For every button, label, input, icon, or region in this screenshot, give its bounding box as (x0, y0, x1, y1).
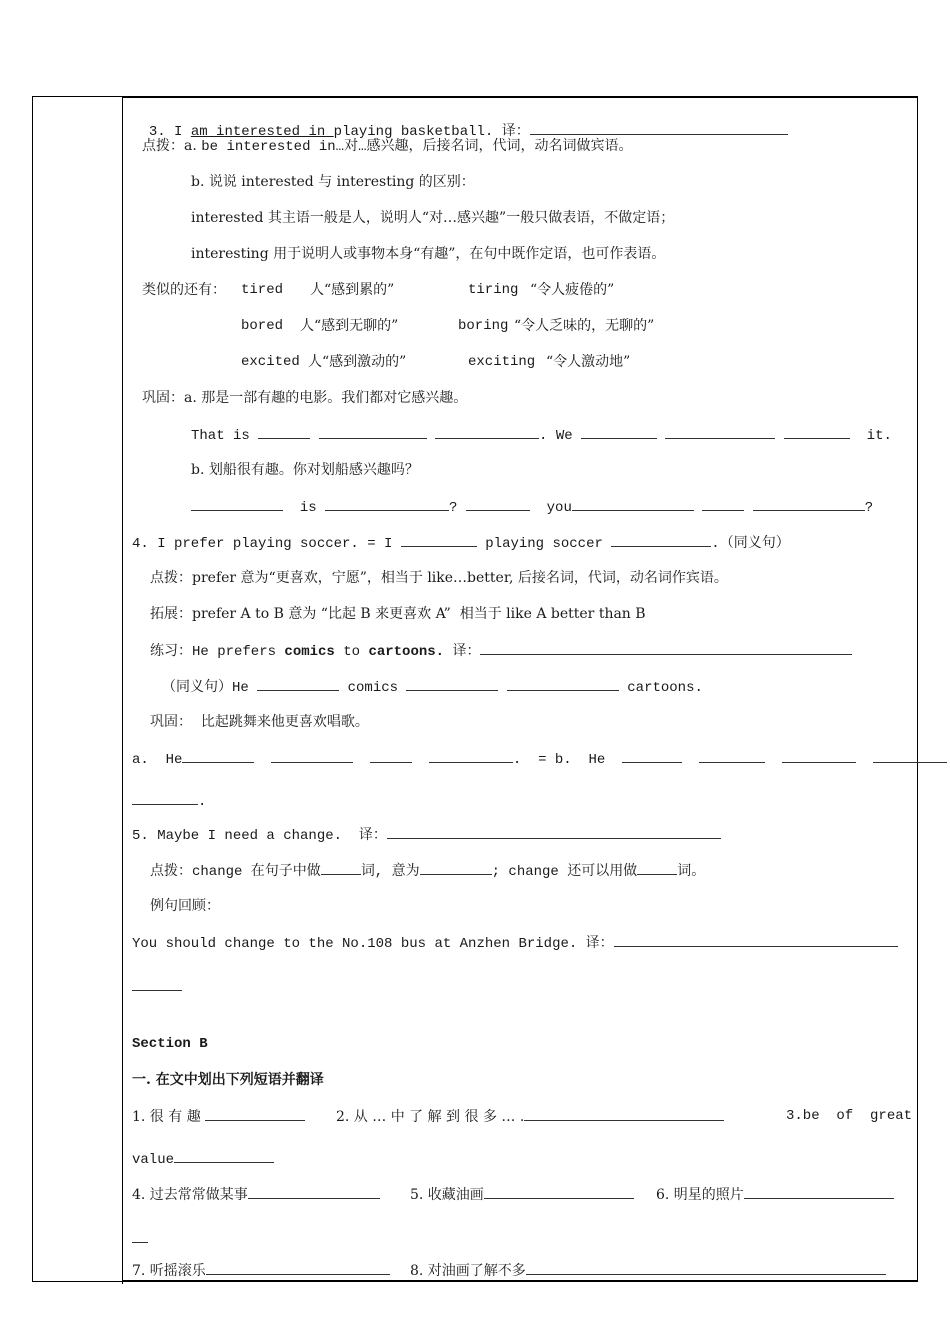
q3-underlined: am interested in (190, 124, 334, 140)
text-fragment: （同义句）He (162, 680, 249, 696)
text-fragment: You should change to the No.108 bus at Anzhen Bridge. 译： (132, 936, 614, 952)
q5-liju: 例句回顾： (150, 898, 220, 914)
answer-blank[interactable] (429, 748, 513, 763)
answer-blank[interactable] (507, 676, 619, 691)
answer-blank[interactable] (191, 496, 283, 511)
pair-w1: tired (241, 282, 284, 298)
text-fragment: 8. 对油画了解不多 (410, 1263, 526, 1279)
q5-example (132, 932, 898, 954)
pair-m2: “令人乏味的，无聊的” (514, 318, 655, 334)
phrase-item-5 (410, 1184, 634, 1205)
section-b-title: Section B (132, 1036, 208, 1052)
q3-pre: I (174, 124, 191, 140)
gonggu-3b-en (191, 496, 873, 518)
answer-blank[interactable] (611, 532, 711, 547)
answer-blank[interactable] (753, 496, 865, 511)
text-fragment: 词。 (677, 864, 706, 880)
answer-blank[interactable] (271, 748, 353, 763)
answer-blank[interactable] (420, 860, 492, 875)
answer-blank[interactable] (325, 496, 449, 511)
gonggu-label: 巩固： (142, 390, 184, 406)
answer-blank[interactable] (526, 1260, 886, 1275)
answer-blank[interactable] (484, 1184, 634, 1199)
question-4 (132, 532, 790, 554)
answer-blank[interactable] (387, 824, 721, 839)
text-fragment: value (132, 1152, 175, 1168)
dianbo-a-text: be interested in…对…感兴趣，后接名词，代词，动名词做宾语。 (201, 139, 633, 155)
bold-word: comics (284, 644, 335, 660)
top-border (122, 96, 918, 98)
answer-blank[interactable] (182, 748, 254, 763)
text-fragment: ; change 还可以用做 (491, 864, 638, 880)
text-fragment: .（同义句） (711, 536, 790, 552)
q5-example-cont (132, 976, 182, 997)
q3-yi: 译： (501, 124, 530, 140)
q3-number: 3. (148, 124, 166, 140)
text-fragment: 4. I prefer playing soccer. = I (132, 536, 393, 552)
pair-w1: bored (241, 318, 284, 334)
pair-m1: 人“感到累的” (310, 282, 395, 298)
text-fragment: comics (347, 680, 399, 696)
text-fragment: That is (191, 428, 250, 444)
answer-blank[interactable] (524, 1106, 724, 1121)
text-fragment: . (198, 794, 207, 810)
text-fragment: a. He (132, 752, 183, 768)
answer-blank[interactable] (782, 748, 856, 763)
phrase-item-4 (132, 1184, 380, 1205)
text-fragment: 点拨：change 在句子中做 (150, 864, 321, 880)
gonggu-a-cn: a. 那是一部有趣的电影。我们都对它感兴趣。 (184, 390, 468, 406)
phrase-item-1 (132, 1106, 305, 1127)
pair-w2: tiring (468, 282, 519, 298)
answer-blank[interactable] (784, 424, 850, 439)
text-fragment: it. (866, 428, 892, 444)
answer-blank[interactable] (370, 748, 412, 763)
text-fragment: 4. 过去常常做某事 (132, 1187, 248, 1203)
pair-w1: excited (241, 354, 300, 370)
pair-m1: 人“感到无聊的” (300, 318, 399, 334)
dianbo-3b: b. 说说 interested 与 interesting 的区别： (191, 174, 475, 190)
answer-blank[interactable] (406, 676, 498, 691)
answer-blank[interactable] (665, 424, 775, 439)
gonggu-3b-cn: b. 划船很有趣。你对划船感兴趣吗？ (191, 462, 419, 478)
text-fragment: 6. 明星的照片 (656, 1187, 744, 1203)
phrase-item-3: 3.be of great (786, 1108, 913, 1124)
phrase-item-8 (410, 1260, 886, 1281)
section-b-heading: 一. 在文中划出下列短语并翻译 (132, 1072, 324, 1088)
q3-post: playing basketball. (333, 124, 494, 140)
phrase-item-3-cont (132, 1148, 274, 1170)
text-fragment: . We (539, 428, 573, 444)
text-fragment: you (546, 500, 572, 516)
text-fragment: to (334, 644, 369, 660)
text-fragment: 2. 从 … 中 了 解 到 很 多 … . (336, 1109, 525, 1125)
answer-blank[interactable] (257, 676, 339, 691)
gonggu-3a (142, 388, 467, 408)
text-fragment: 7. 听摇滚乐 (132, 1263, 206, 1279)
q5-dianbo (150, 860, 705, 882)
text-fragment: 5. 收藏油画 (410, 1187, 484, 1203)
answer-blank[interactable] (258, 424, 310, 439)
pair-m1: 人“感到激动的” (308, 354, 407, 370)
q4-answers-cont (132, 790, 206, 812)
left-column-divider (122, 96, 123, 1284)
pair-w2: exciting (468, 354, 536, 370)
text-fragment: 5. Maybe I need a change. 译： (132, 828, 387, 844)
q4-gonggu: 巩固： 比起跳舞来他更喜欢唱歌。 (150, 714, 369, 730)
pair-m2: “令人激动地” (546, 354, 631, 370)
dianbo-line2: interesting 用于说明人或事物本身“有趣”，在句中既作定语，也可作表语。 (191, 246, 666, 262)
text-fragment: 1. 很 有 趣 (132, 1109, 201, 1125)
phrase-item-6-cont (132, 1228, 148, 1249)
answer-blank[interactable] (699, 748, 765, 763)
pair-w2: boring (458, 318, 509, 334)
answer-blank[interactable] (206, 1260, 390, 1275)
phrase-item-7 (132, 1260, 390, 1281)
text-fragment: 练习：He prefers (150, 644, 285, 660)
q4-lianxi (150, 640, 852, 662)
text-fragment: is (299, 500, 317, 516)
dianbo-label: 点拨：a. (142, 138, 197, 154)
question-5 (132, 824, 721, 846)
answer-blank[interactable] (614, 932, 898, 947)
gonggu-3a-en (191, 424, 892, 446)
text-fragment: ? (449, 500, 458, 516)
dianbo-line1: interested 其主语一般是人，说明人“对…感兴趣”一般只做表语，不做定语； (191, 210, 675, 226)
answer-blank[interactable] (466, 496, 530, 511)
phrase-item-6 (656, 1184, 894, 1205)
text-fragment: cartoons. (627, 680, 703, 696)
q4-tuozhan: 拓展：prefer A to B 意为 “比起 B 来更喜欢 A” 相当于 like A better than B (150, 606, 646, 622)
answer-blank[interactable] (319, 424, 427, 439)
answer-blank[interactable] (248, 1184, 380, 1199)
answer-blank[interactable] (174, 1148, 274, 1163)
q4-dianbo: 点拨：prefer 意为“更喜欢，宁愿”，相当于 like…better, 后接名词，代词，动名词作宾语。 (150, 570, 728, 586)
answer-blank[interactable] (480, 640, 852, 655)
answer-blank[interactable] (744, 1184, 894, 1199)
answer-blank[interactable] (435, 424, 539, 439)
text-fragment: ? (864, 500, 874, 516)
answer-blank[interactable] (622, 748, 682, 763)
phrase-item-2 (336, 1106, 724, 1127)
answer-blank[interactable] (572, 496, 694, 511)
answer-blank[interactable] (205, 1106, 305, 1121)
text-fragment: 译： (444, 644, 481, 660)
answer-blank[interactable] (132, 790, 198, 805)
pair-m2: “令人疲倦的” (530, 282, 615, 298)
similar-label: 类似的还有： (142, 282, 226, 298)
text-fragment: playing soccer (485, 536, 603, 552)
q4-answers (132, 748, 947, 770)
text-fragment: . = b. He (512, 752, 606, 768)
answer-blank[interactable] (401, 532, 477, 547)
answer-blank[interactable] (873, 748, 947, 763)
answer-blank[interactable] (581, 424, 657, 439)
q4-tongyi (162, 676, 703, 698)
answer-blank[interactable] (530, 120, 788, 135)
answer-blank[interactable] (637, 860, 677, 875)
text-fragment: 词, 意为 (360, 864, 420, 880)
answer-blank[interactable] (321, 860, 361, 875)
answer-blank[interactable] (132, 1228, 148, 1243)
dianbo-3a (142, 136, 632, 157)
answer-blank[interactable] (132, 976, 182, 991)
bold-word: cartoons. (368, 644, 445, 660)
answer-blank[interactable] (702, 496, 744, 511)
